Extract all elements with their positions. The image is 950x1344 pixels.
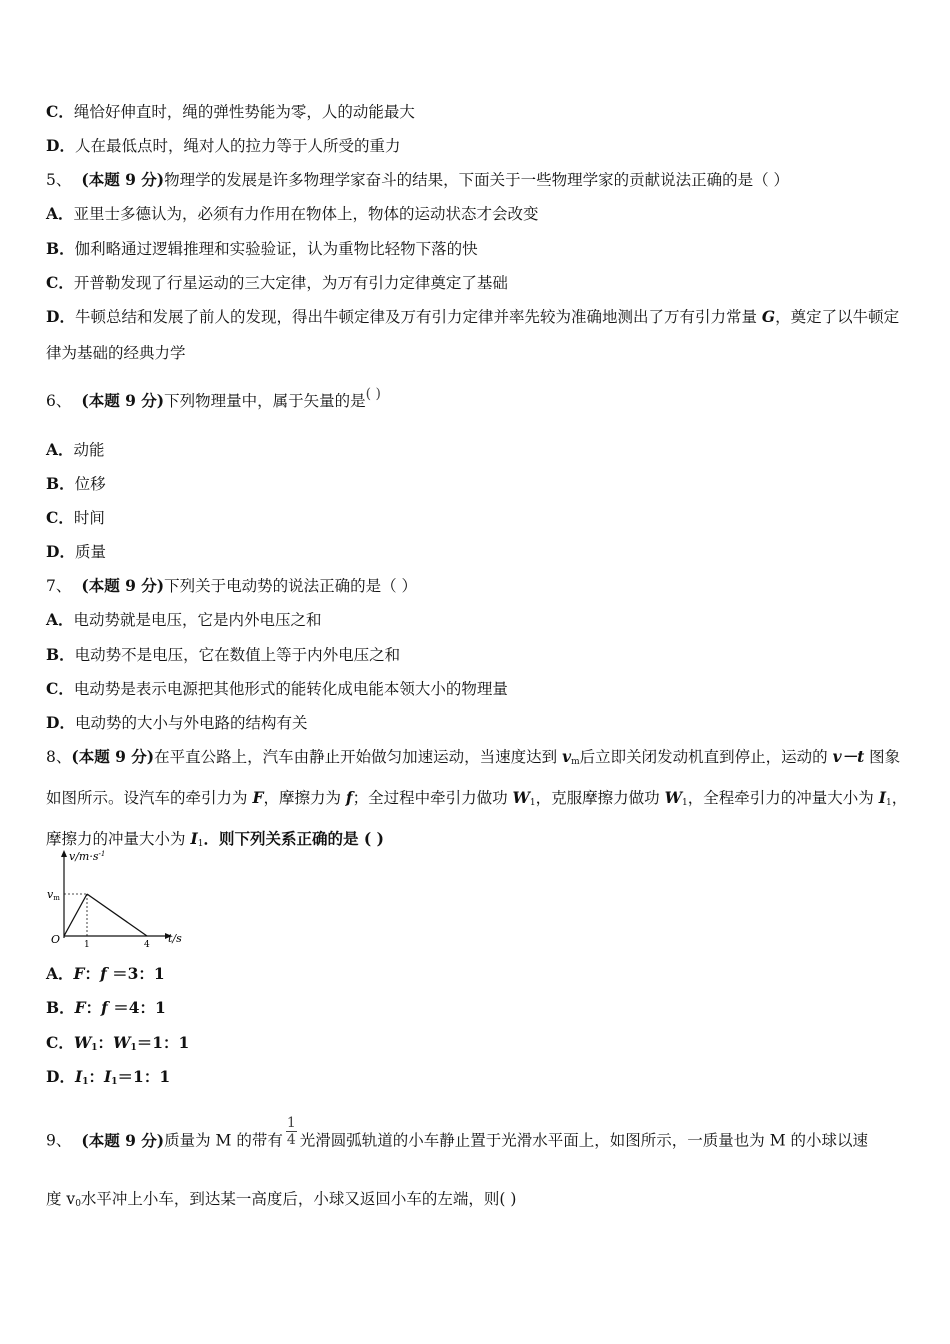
question-number: 5、: [46, 171, 72, 189]
symbol-f: f: [345, 788, 353, 807]
q6-stem: [46, 386, 382, 413]
option-label: D．: [46, 307, 75, 326]
q9-stem-line2: [46, 1188, 516, 1215]
option-text: 牛顿总结和发展了前人的发现，得出牛顿定律及万有引力定律并率先较为准确地测出了万有引力常量: [74, 308, 762, 326]
option-label: D．: [46, 136, 75, 155]
subscript: 1: [111, 1077, 118, 1087]
x-axis-label: t/s: [168, 932, 182, 945]
ratio: ＝1：1: [136, 1033, 190, 1052]
option-label: A．: [46, 610, 74, 629]
q6-option-b: [46, 473, 106, 495]
ratio: ＝1：1: [117, 1067, 171, 1086]
question-text: 物理学的发展是许多物理学家奋斗的结果，下面关于一些物理学家的贡献说法正确的是（ ）: [164, 171, 790, 189]
origin-label: O: [51, 933, 61, 946]
symbol: f: [100, 964, 107, 983]
q8-option-a: [46, 963, 165, 985]
symbol-W: W: [664, 788, 683, 807]
option-text-continued: ，奠定了以牛顿定律为基础的经典力学: [46, 308, 900, 362]
option-text: 电动势不是电压，它在数值上等于内外电压之和: [74, 646, 401, 664]
symbol-v: v: [562, 747, 572, 766]
tick-4-label: 4: [144, 940, 150, 948]
symbol-vt: v－t: [832, 747, 865, 766]
question-text: 下列关于电动势的说法正确的是（ ）: [164, 577, 418, 595]
q5-option-a: [46, 203, 539, 225]
tick-1-label: 1: [84, 940, 90, 948]
q9-stem: [46, 1115, 908, 1158]
q7-stem: [46, 575, 417, 597]
subscript: 1: [529, 798, 536, 808]
question-number: 9、: [46, 1131, 72, 1150]
symbol: F: [73, 964, 85, 983]
separator: ：: [85, 998, 102, 1017]
separator: ：: [84, 964, 101, 983]
subscript: 1: [130, 1043, 137, 1053]
option-text: 电动势是表示电源把其他形式的能转化成电能本领大小的物理量: [73, 680, 508, 698]
question-tag: (本题 9 分): [81, 391, 165, 410]
ratio: ＝3：1: [106, 964, 165, 983]
velocity-line-accel: [64, 894, 87, 936]
option-text: 动能: [73, 441, 105, 459]
stem-part: 质量为 M 的带有: [164, 1131, 283, 1150]
stem-part: ，摩擦力为: [263, 789, 346, 807]
vt-graph: [44, 848, 194, 948]
symbol-I: I: [878, 788, 886, 807]
q8-option-b: [46, 997, 166, 1019]
option-label: D．: [46, 1067, 75, 1086]
stem-part: 后立即关闭发动机直到停止，运动的: [579, 748, 833, 766]
option-text: 伽利略通过逻辑推理和实验验证，认为重物比轻物下落的快: [74, 240, 478, 258]
option-text: 电动势的大小与外电路的结构有关: [74, 714, 308, 732]
option-label: C．: [46, 1033, 74, 1052]
subscript: 1: [197, 839, 204, 849]
q6-option-c: [46, 507, 105, 529]
velocity-line-decel: [87, 894, 147, 936]
q7-option-a: [46, 609, 322, 631]
q5-option-b: [46, 238, 478, 260]
y-axis-label: $v/m\cdot s^{-1}$: [69, 850, 106, 863]
symbol: W: [113, 1033, 131, 1052]
q8-option-c: [46, 1032, 189, 1059]
vm-label: vm: [47, 888, 60, 902]
option-text: 电动势就是电压，它是内外电压之和: [73, 611, 322, 629]
option-label: C．: [46, 102, 74, 121]
fraction-numerator: 1: [286, 1115, 296, 1131]
fraction-denominator: 4: [286, 1132, 296, 1148]
q7-option-b: [46, 644, 400, 666]
option-label: A．: [46, 204, 74, 223]
option-text: 质量: [74, 543, 106, 561]
option-label: B．: [46, 474, 75, 493]
stem-part: ，摩擦力的冲量大小为: [46, 789, 908, 848]
q5-option-d: [46, 299, 906, 371]
subscript: m: [571, 757, 580, 767]
option-text: 绳恰好伸直时，绳的弹性势能为零，人的动能最大: [73, 103, 415, 121]
subscript: 0: [75, 1199, 81, 1209]
q6-option-d: [46, 541, 106, 563]
option-text: 亚里士多德认为，必须有力作用在物体上，物体的运动状态才会改变: [73, 205, 539, 223]
q4-option-d: [46, 135, 400, 157]
symbol: W: [73, 1033, 92, 1052]
option-label: C．: [46, 679, 74, 698]
option-text: 时间: [73, 509, 105, 527]
option-label: D．: [46, 542, 75, 561]
symbol-F: F: [252, 788, 264, 807]
stem-part: ，全程牵引力的冲量大小为: [687, 789, 879, 807]
symbol-I: I: [190, 829, 198, 848]
stem-part: ．则下列关系正确的是 ( ): [203, 829, 384, 848]
symbol: I: [104, 1067, 112, 1086]
q7-option-d: [46, 712, 307, 734]
stem-part: ，克服摩擦力做功: [535, 789, 665, 807]
subscript: 1: [91, 1043, 98, 1053]
quarter-fraction: [286, 1115, 297, 1148]
stem-part: 度 v: [46, 1190, 76, 1208]
q8-stem: [46, 739, 908, 862]
q8-option-d: [46, 1066, 170, 1093]
ratio: ＝4：1: [107, 998, 166, 1017]
option-label: B．: [46, 998, 75, 1017]
answer-paren: ( ): [365, 386, 382, 402]
option-text: 开普勒发现了行星运动的三大定律，为万有引力定律奠定了基础: [73, 274, 508, 292]
stem-part: 图象如图所示。设汽车的牵引力为: [46, 748, 901, 807]
subscript: 1: [885, 798, 892, 808]
y-axis-arrow: [61, 850, 67, 857]
question-tag: (本题 9 分): [71, 747, 155, 766]
gravitational-constant-symbol: G: [761, 307, 776, 326]
stem-part: ；全过程中牵引力做功: [352, 789, 513, 807]
stem-part: 在平直公路上，汽车由静止开始做匀加速运动，当速度达到: [154, 748, 563, 766]
q7-option-c: [46, 678, 508, 700]
subscript: 1: [682, 798, 688, 808]
q6-option-a: [46, 439, 105, 461]
option-label: B．: [46, 239, 75, 258]
question-tag: (本题 9 分): [81, 1130, 165, 1150]
subscript: 1: [82, 1077, 89, 1087]
stem-part: 光滑圆弧轨道的小车静止置于光滑水平面上，如图所示，一质量也为 M 的小球以速: [299, 1131, 869, 1150]
separator: ：: [88, 1067, 104, 1086]
stem-part: 水平冲上小车，到达某一高度后，小球又返回小车的左端，则( ): [80, 1190, 517, 1208]
option-label: C．: [46, 273, 74, 292]
question-tag: (本题 9 分): [81, 576, 165, 595]
question-text: 下列物理量中，属于矢量的是: [164, 392, 366, 410]
question-number: 7、: [46, 577, 72, 595]
separator: ：: [97, 1033, 114, 1052]
option-label: A．: [46, 964, 74, 983]
symbol: I: [74, 1067, 83, 1086]
question-tag: (本题 9 分): [81, 170, 165, 189]
symbol: F: [74, 998, 86, 1017]
option-label: A．: [46, 440, 74, 459]
q4-option-c: [46, 101, 415, 123]
option-label: B．: [46, 645, 75, 664]
question-number: 6、: [46, 392, 72, 410]
option-label: C．: [46, 508, 74, 527]
symbol: f: [101, 998, 108, 1017]
option-label: D．: [46, 713, 75, 732]
option-text: 人在最低点时，绳对人的拉力等于人所受的重力: [74, 137, 401, 155]
q5-option-c: [46, 272, 508, 294]
q5-stem: [46, 169, 789, 191]
option-text: 位移: [74, 475, 106, 493]
symbol-W: W: [512, 788, 530, 807]
question-number: 8、: [46, 748, 72, 766]
